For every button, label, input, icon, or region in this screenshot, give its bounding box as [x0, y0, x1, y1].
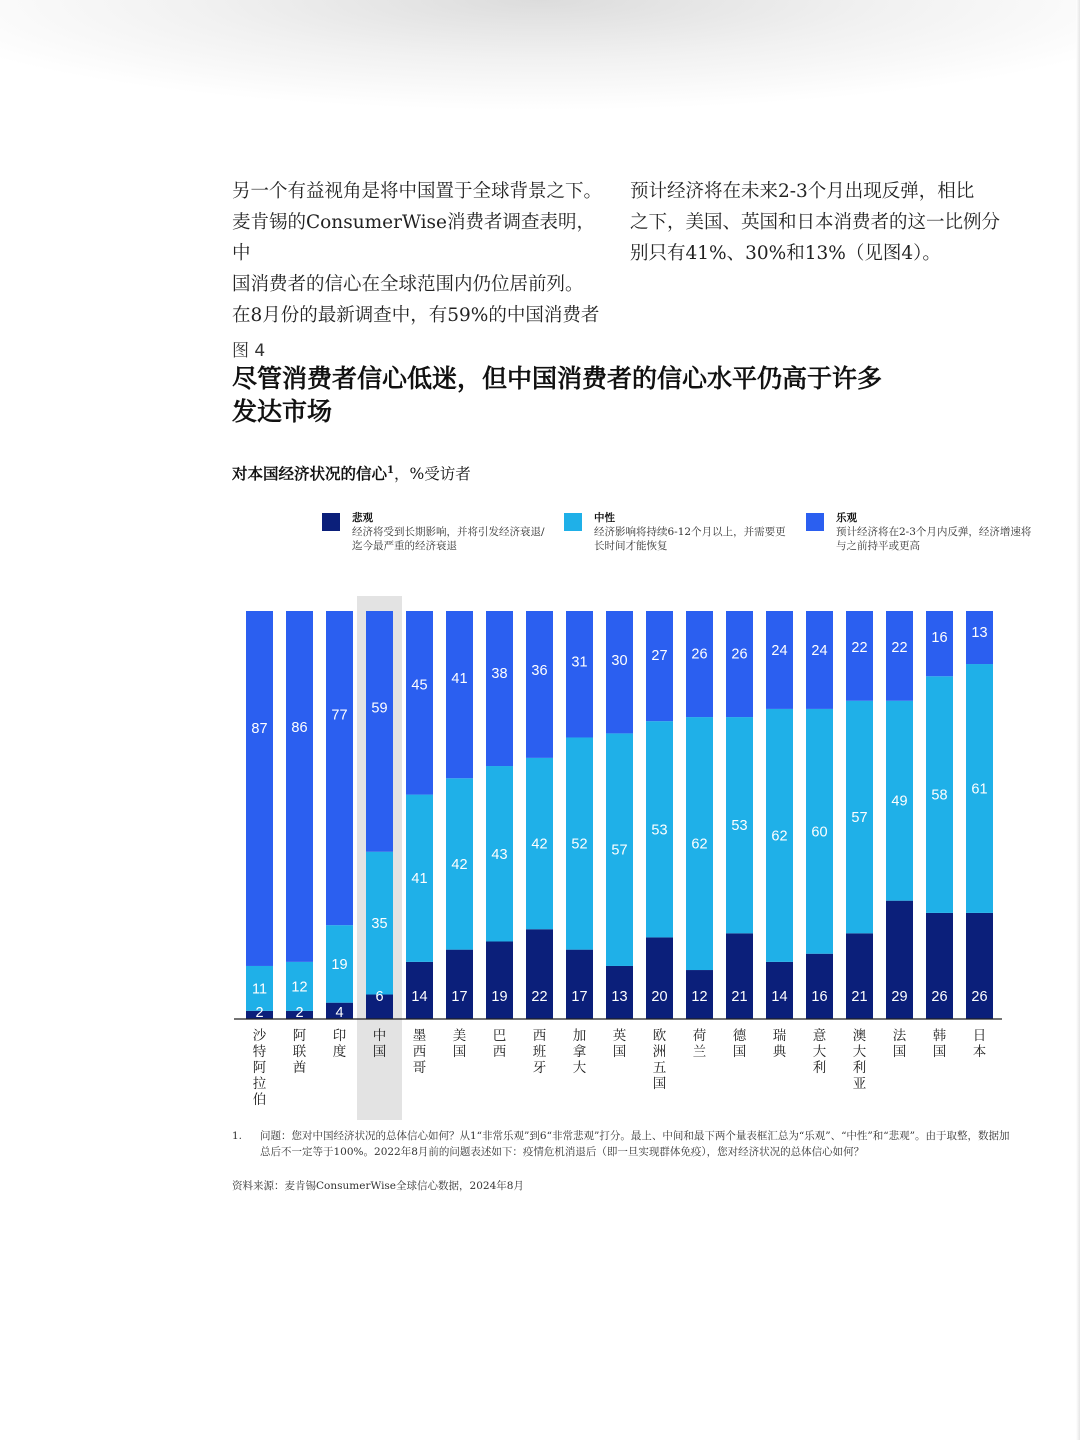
bar-pessimistic — [806, 954, 833, 1019]
legend-text — [352, 511, 552, 553]
intro-right-line: 之下，美国、英国和日本消费者的这一比例分 — [630, 212, 1001, 233]
bar-optimistic — [726, 611, 753, 717]
data-label-neutral: 42 — [531, 836, 548, 853]
footnote-number: 1. — [232, 1130, 243, 1142]
intro-left-line: 国消费者的信心在全球范围内仍位居前列。 — [232, 274, 584, 295]
bar-optimistic — [286, 611, 313, 962]
legend-name: 乐观 — [836, 512, 857, 524]
category-label: 瑞典 — [772, 1028, 787, 1060]
data-label-pessimistic: 6 — [375, 989, 384, 1005]
intro-left-line: 另一个有益视角是将中国置于全球背景之下。 — [232, 181, 603, 202]
data-label-neutral: 19 — [331, 956, 348, 973]
data-label-optimistic: 26 — [731, 646, 748, 663]
data-label-neutral: 53 — [651, 822, 668, 839]
figure-label: 图 4 — [232, 341, 266, 361]
data-label-pessimistic: 16 — [811, 989, 828, 1005]
data-label-pessimistic: 13 — [611, 989, 628, 1005]
data-label-neutral: 62 — [691, 836, 708, 853]
category-label: 德国 — [732, 1028, 747, 1060]
data-label-neutral: 49 — [891, 793, 908, 810]
data-label-optimistic: 16 — [931, 630, 948, 647]
data-label-pessimistic: 17 — [451, 989, 468, 1005]
data-label-neutral: 43 — [491, 846, 508, 863]
chart-unit-label: ，%受访者 — [393, 465, 471, 483]
bar-optimistic — [366, 611, 393, 852]
data-label-neutral: 35 — [371, 916, 388, 933]
figure-title-line: 发达市场 — [232, 397, 333, 426]
data-label-optimistic: 41 — [451, 670, 468, 687]
category-label: 英国 — [612, 1028, 627, 1060]
bar-optimistic — [606, 611, 633, 733]
footnote — [232, 1128, 1012, 1160]
stacked-bar-chart — [230, 592, 1010, 1122]
data-label-optimistic: 86 — [291, 719, 308, 736]
bar-pessimistic — [526, 929, 553, 1019]
data-label-optimistic: 13 — [971, 625, 988, 642]
bar-pessimistic — [726, 933, 753, 1019]
intro-right-column — [630, 176, 1010, 269]
figure-title-line: 尽管消费者信心低迷，但中国消费者的信心水平仍高于许多 — [232, 364, 883, 393]
data-label-neutral: 12 — [291, 979, 308, 996]
data-label-optimistic: 22 — [851, 639, 868, 656]
data-label-pessimistic: 21 — [731, 989, 748, 1005]
chart-title: 对本国经济状况的信心 — [232, 464, 388, 483]
bar-pessimistic — [486, 941, 513, 1019]
bar-optimistic — [566, 611, 593, 737]
bar-optimistic — [766, 611, 793, 709]
data-label-neutral: 53 — [731, 818, 748, 835]
category-label: 法国 — [892, 1028, 907, 1060]
data-label-pessimistic: 14 — [411, 989, 428, 1005]
data-label-neutral: 58 — [931, 787, 948, 804]
data-label-neutral: 62 — [771, 828, 788, 845]
chart-subtitle — [232, 462, 471, 484]
footnote-text: 问题：您对中国经济状况的总体信心如何？从1“非常乐观”到6“非常悲观”打分。最上、中间和最下两个量表框汇总为“乐观”、“中性”和“悲观”。由于取整，数据加总后不一定等于100%。2022年8月前的问题表述如下：疫情危机消退后（即一旦实现群体免疫），您对经济状况的总体信心如何？ — [260, 1130, 1010, 1158]
data-label-optimistic: 45 — [411, 677, 428, 694]
data-label-pessimistic: 21 — [851, 989, 868, 1005]
data-label-neutral: 61 — [971, 781, 988, 798]
bar-optimistic — [406, 611, 433, 795]
data-label-optimistic: 77 — [331, 707, 348, 724]
chart-title-footnote-ref: 1 — [387, 464, 394, 476]
data-label-pessimistic: 26 — [931, 989, 948, 1005]
data-label-pessimistic: 19 — [491, 989, 508, 1005]
legend-swatch-neutral — [564, 513, 582, 531]
legend-swatch-pessimistic — [322, 513, 340, 531]
data-label-pessimistic: 12 — [691, 989, 708, 1005]
category-label: 墨西哥 — [412, 1028, 427, 1076]
bar-optimistic — [486, 611, 513, 766]
category-label: 荷兰 — [692, 1028, 707, 1060]
data-label-optimistic: 31 — [571, 654, 588, 671]
intro-left-column — [232, 176, 612, 331]
data-label-pessimistic: 20 — [651, 989, 668, 1005]
legend-text — [594, 511, 794, 553]
data-label-optimistic: 30 — [611, 652, 628, 669]
data-label-optimistic: 59 — [371, 700, 388, 717]
category-label: 欧洲五国 — [652, 1028, 667, 1092]
legend-text — [836, 511, 1036, 553]
data-label-pessimistic: 26 — [971, 989, 988, 1005]
data-label-pessimistic: 2 — [255, 1005, 264, 1021]
figure-title — [232, 362, 972, 428]
legend-desc: 预计经济将在2-3个月内反弹，经济增速将与之前持平或更高 — [836, 526, 1032, 552]
intro-right-line: 预计经济将在未来2-3个月出现反弹，相比 — [630, 181, 975, 202]
bar-optimistic — [326, 611, 353, 925]
data-label-pessimistic: 4 — [335, 1005, 344, 1021]
intro-right-line: 别只有41%、30%和13%（见图4）。 — [630, 243, 941, 264]
data-label-pessimistic: 17 — [571, 989, 588, 1005]
data-label-neutral: 52 — [571, 836, 588, 853]
legend-name: 中性 — [594, 512, 615, 524]
intro-left-line: 麦肯锡的ConsumerWise消费者调查表明，中 — [232, 212, 596, 264]
data-label-optimistic: 38 — [491, 666, 508, 683]
top-shadow — [0, 0, 1080, 130]
bar-optimistic — [446, 611, 473, 778]
legend-name: 悲观 — [352, 512, 373, 524]
data-label-optimistic: 27 — [651, 648, 668, 665]
data-label-neutral: 41 — [411, 871, 428, 888]
category-label: 沙特阿拉伯 — [252, 1028, 267, 1108]
category-label: 加拿大 — [572, 1028, 587, 1076]
bar-optimistic — [686, 611, 713, 717]
data-label-neutral: 57 — [611, 842, 628, 859]
bar-optimistic — [526, 611, 553, 758]
category-label: 日本 — [972, 1028, 987, 1060]
intro-left-line: 在8月份的最新调查中，有59%的中国消费者 — [232, 305, 600, 326]
data-label-pessimistic: 2 — [295, 1005, 304, 1021]
bar-pessimistic — [446, 950, 473, 1019]
category-label: 巴西 — [492, 1028, 507, 1060]
page-edge — [1076, 0, 1080, 1440]
bar-optimistic — [646, 611, 673, 721]
legend-swatch-optimistic — [806, 513, 824, 531]
bar-optimistic — [806, 611, 833, 709]
legend-desc: 经济影响将持续6-12个月以上，并需要更长时间才能恢复 — [594, 526, 786, 552]
data-label-neutral: 60 — [811, 824, 828, 841]
source-note: 资料来源：麦肯锡ConsumerWise全球信心数据，2024年8月 — [232, 1180, 524, 1192]
category-label: 澳大利亚 — [852, 1028, 867, 1092]
data-label-optimistic: 87 — [251, 721, 268, 738]
bar-pessimistic — [646, 937, 673, 1019]
bar-pessimistic — [566, 950, 593, 1019]
data-label-neutral: 11 — [251, 981, 268, 998]
data-label-optimistic: 24 — [811, 643, 828, 660]
data-label-pessimistic: 22 — [531, 989, 548, 1005]
category-label: 意大利 — [812, 1028, 827, 1076]
bar-optimistic — [246, 611, 273, 966]
category-label: 阿联酋 — [292, 1028, 307, 1076]
data-label-optimistic: 22 — [891, 639, 908, 656]
data-label-neutral: 42 — [451, 856, 468, 873]
data-label-neutral: 57 — [851, 810, 868, 827]
category-label: 韩国 — [932, 1028, 947, 1060]
bar-pessimistic — [846, 933, 873, 1019]
data-label-pessimistic: 29 — [891, 989, 908, 1005]
category-label: 印度 — [332, 1028, 347, 1060]
data-label-optimistic: 36 — [531, 662, 548, 679]
category-label: 西班牙 — [532, 1028, 547, 1076]
data-label-pessimistic: 14 — [771, 989, 788, 1005]
data-label-optimistic: 24 — [771, 643, 788, 660]
category-label: 美国 — [452, 1028, 467, 1060]
data-label-optimistic: 26 — [691, 646, 708, 663]
legend-desc: 经济将受到长期影响，并将引发经济衰退/迄今最严重的经济衰退 — [352, 526, 545, 552]
category-label: 中国 — [372, 1028, 387, 1060]
